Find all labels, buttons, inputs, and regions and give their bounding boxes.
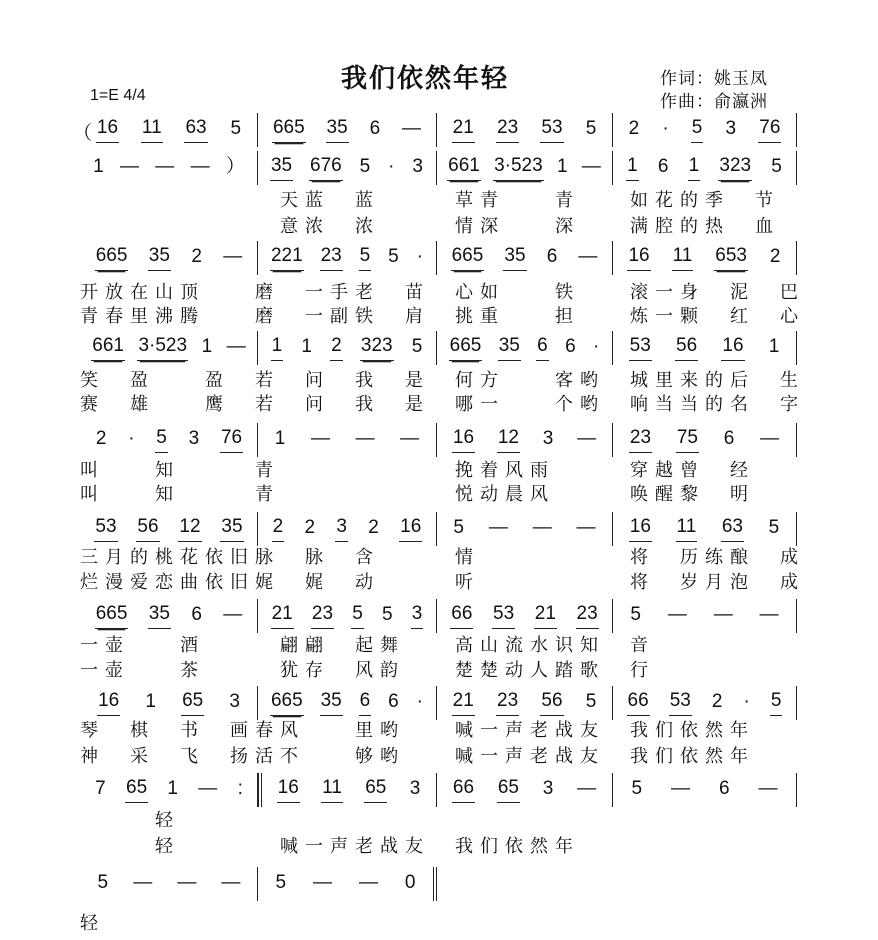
note-group: 0	[404, 871, 416, 893]
lyric-line: 叫 知 青 挽着风雨 穿越曾 经	[80, 460, 755, 480]
note-group: —	[177, 871, 197, 893]
note-group: ·	[662, 117, 669, 139]
note-group: 23	[320, 245, 343, 271]
note-group: 665	[449, 335, 483, 361]
note-group: 3	[229, 690, 240, 712]
note-group: —	[671, 777, 690, 799]
note-group: —	[578, 245, 598, 267]
note-group: 11	[672, 245, 694, 271]
notation-line	[75, 512, 797, 546]
note-group: 6	[546, 245, 558, 267]
note-group: 5	[585, 117, 597, 139]
measure	[613, 773, 797, 807]
note-group: 3	[188, 427, 200, 449]
note-group: 2	[628, 117, 640, 139]
note-group: —	[310, 427, 330, 449]
measure	[613, 686, 797, 720]
measure	[258, 423, 437, 457]
note-group: 1	[271, 335, 284, 361]
note-group: 16	[629, 516, 652, 542]
note-group: 11	[676, 516, 698, 542]
lyric-line: 赛 雄 鹰 若 问 我 是 哪一 个哟 响当当的名 字	[80, 394, 805, 414]
note-group: 5	[691, 117, 704, 143]
note-group: 53	[492, 603, 515, 629]
note-group: ·	[743, 690, 750, 712]
note-group: 2	[95, 427, 107, 449]
key-signature: 1=E 4/4	[90, 87, 146, 104]
note-group: 6	[359, 690, 372, 716]
note-group: ·	[416, 690, 423, 712]
measure	[437, 151, 613, 185]
note-group: 6	[657, 155, 669, 177]
note-group: ）	[225, 155, 245, 177]
note-group: 7	[95, 777, 106, 799]
note-group: 1	[768, 335, 780, 357]
note-group: —	[713, 603, 733, 625]
measure	[437, 599, 613, 633]
lyric-line: 轻	[80, 913, 105, 933]
measure	[613, 151, 797, 185]
note-group: —	[488, 516, 508, 538]
lyric-line: 神 采 飞 扬活不 够哟 喊一声老战友 我们依然年	[80, 746, 755, 766]
measure	[258, 331, 437, 365]
note-group: 5	[230, 117, 242, 139]
note-group: 11	[141, 117, 163, 143]
note-group: 2	[769, 245, 781, 267]
note-group: 1	[301, 335, 312, 357]
note-group: —	[577, 427, 597, 449]
note-group: —	[667, 603, 687, 625]
measure	[613, 599, 797, 633]
note-group: 53	[629, 335, 652, 361]
notation-line	[75, 867, 797, 901]
lyric-line: 一壶 酒 翩翩 起舞 高山流水识知 音	[80, 635, 655, 655]
note-group: 76	[758, 117, 781, 143]
notation-line	[75, 686, 797, 720]
note-group: 35	[220, 516, 243, 542]
note-group: ·	[128, 427, 135, 449]
note-group: 66	[627, 690, 650, 716]
note-group: 5	[771, 155, 782, 177]
note-group: 5	[388, 245, 399, 267]
note-group: 35	[148, 603, 171, 629]
note-group: —	[223, 245, 243, 267]
note-group: 56	[675, 335, 698, 361]
note-group: 3	[542, 777, 554, 799]
note-group: 1	[556, 155, 568, 177]
measure	[75, 113, 258, 147]
note-group: 5	[382, 603, 393, 625]
note-group: 3	[411, 603, 424, 629]
lyric-line: 轻	[80, 810, 180, 830]
note-group: 1	[201, 335, 213, 357]
measure	[258, 113, 437, 147]
note-group: 3	[725, 117, 737, 139]
measure	[613, 423, 797, 457]
note-group: 323	[360, 335, 394, 361]
note-group: 53	[94, 516, 117, 542]
note-group: 11	[321, 777, 343, 803]
note-group: —	[313, 871, 332, 893]
measure	[258, 867, 437, 901]
measure	[75, 686, 258, 720]
note-group: 66	[452, 777, 475, 803]
note-group: 6	[191, 603, 202, 625]
note-group: 5	[411, 335, 423, 357]
note-group: —	[120, 155, 139, 177]
note-group: 16	[452, 427, 475, 453]
note-group: 35	[326, 117, 349, 143]
note-group: ·	[416, 245, 423, 267]
note-group: —	[155, 155, 175, 177]
measure	[258, 241, 437, 275]
measure	[437, 512, 613, 546]
note-group: 5	[359, 155, 371, 177]
measure	[613, 331, 797, 365]
note-group: 5	[585, 690, 597, 712]
note-group: 65	[125, 777, 148, 803]
note-group: 23	[576, 603, 599, 629]
note-group: 23	[496, 690, 519, 716]
measure	[613, 113, 797, 147]
note-group: 75	[676, 427, 699, 453]
notation-line	[75, 151, 797, 185]
note-group: —	[355, 427, 375, 449]
note-group: 6	[388, 690, 399, 712]
note-group: —	[758, 777, 778, 799]
note-group: 56	[136, 516, 159, 542]
note-group: 6	[718, 777, 730, 799]
measure	[437, 241, 613, 275]
note-group: 3·523	[493, 155, 544, 181]
note-group: 6	[369, 117, 381, 139]
note-group: 76	[220, 427, 243, 453]
note-group: 35	[148, 245, 171, 271]
note-group: 66	[450, 603, 473, 629]
notation-line	[75, 423, 797, 457]
measure	[258, 686, 437, 720]
note-group: 16	[96, 117, 119, 143]
lyric-line: 琴 棋 书 画春风 里哟 喊一声老战友 我们依然年	[80, 720, 755, 740]
measure	[437, 113, 613, 147]
note-group: 35	[498, 335, 521, 361]
note-group: 53	[669, 690, 692, 716]
lyric-line: 轻 喊一声老战友 我们依然年	[80, 836, 580, 856]
note-group: 665	[95, 603, 129, 629]
note-group: 1	[626, 155, 639, 181]
measure	[75, 512, 258, 546]
note-group: 23	[629, 427, 652, 453]
note-group: 5	[359, 245, 372, 271]
measure	[75, 423, 258, 457]
note-group: 1	[688, 155, 701, 181]
note-group: 21	[452, 117, 475, 143]
lyric-line: 开放在山顶 磨 一手老 苗 心如 铁 滚一身 泥 巴	[80, 282, 805, 302]
composer-credit: 作曲：俞瀛洲	[660, 92, 768, 111]
note-group: 5	[630, 603, 641, 625]
note-group: 23	[311, 603, 334, 629]
lyric-line: 三月的桃花依旧脉 脉 含 情 将 历练酿 成	[80, 547, 805, 567]
note-group: —	[400, 427, 420, 449]
note-group: —	[133, 871, 153, 893]
note-group: 1	[274, 427, 286, 449]
note-group: 5	[770, 690, 783, 716]
measure	[437, 331, 613, 365]
note-group: —	[532, 516, 552, 538]
note-group: 665	[272, 117, 306, 143]
note-group: 16	[721, 335, 744, 361]
note-group: 63	[721, 516, 744, 542]
note-group: 665	[95, 245, 129, 271]
notation-line	[75, 113, 797, 147]
note-group: 3	[412, 155, 423, 177]
note-group: 2	[272, 516, 285, 542]
note-group: 16	[277, 777, 300, 803]
note-group: 653	[714, 245, 748, 271]
note-group: 16	[97, 690, 120, 716]
note-group: 65	[364, 777, 387, 803]
lyric-line: 意浓 浓 情深 深 满腔的热 血	[80, 216, 780, 236]
lyricist-credit: 作词：姚玉凤	[660, 69, 768, 88]
note-group: 35	[270, 155, 293, 181]
note-group: 35	[503, 245, 526, 271]
note-group: 665	[451, 245, 485, 271]
note-group: 3	[335, 516, 348, 542]
measure	[258, 512, 437, 546]
note-group: 221	[270, 245, 304, 271]
note-group: ·	[388, 155, 395, 177]
measure	[75, 331, 258, 365]
note-group: 2	[304, 516, 316, 538]
note-group: —	[581, 155, 601, 177]
note-group: 5	[275, 871, 287, 893]
note-group: 23	[496, 117, 519, 143]
note-group: 12	[178, 516, 201, 542]
note-group: 35	[320, 690, 343, 716]
note-group: —	[221, 871, 241, 893]
note-group: 5	[453, 516, 464, 538]
measure	[75, 241, 258, 275]
notation-line	[75, 773, 797, 807]
note-group: 16	[399, 516, 422, 542]
note-group: 5	[768, 516, 780, 538]
note-group: 6	[565, 335, 576, 357]
note-group: 2	[711, 690, 723, 712]
notation-line	[75, 599, 797, 633]
note-group: 676	[309, 155, 343, 181]
measure	[258, 599, 437, 633]
note-group: 56	[540, 690, 563, 716]
note-group: 65	[181, 690, 204, 716]
note-group: 665	[270, 690, 304, 716]
note-group: —	[226, 335, 246, 357]
lyric-line: 笑 盈 盈 若 问 我 是 何方 客哟 城里来的后 生	[80, 370, 805, 390]
note-group: 1	[167, 777, 178, 799]
note-group: 661	[447, 155, 481, 181]
measure	[75, 773, 258, 807]
note-group: 21	[452, 690, 475, 716]
note-group: 3·523	[137, 335, 188, 361]
note-group: 5	[97, 871, 109, 893]
lyric-line: 青春里沸腾 磨 一副铁 肩 挑重 担 炼一颗 红 心	[80, 306, 805, 326]
notation-line	[75, 331, 797, 365]
note-group: 1	[93, 155, 104, 177]
measure	[613, 512, 797, 546]
note-group: 5	[155, 427, 168, 453]
note-group: —	[402, 117, 422, 139]
note-group: 661	[91, 335, 125, 361]
note-group: 65	[497, 777, 520, 803]
measure	[437, 686, 613, 720]
note-group: —	[576, 516, 596, 538]
lyric-line: 叫 知 青 悦动晨风 唤醒黎 明	[80, 484, 755, 504]
lyric-line: 烂漫爱恋曲依旧娓 娓 动 听 将 岁月泡 成	[80, 572, 805, 592]
note-group: :	[237, 777, 243, 799]
note-group: 53	[540, 117, 563, 143]
note-group: —	[358, 871, 378, 893]
note-group: —	[190, 155, 210, 177]
note-group: —	[759, 603, 779, 625]
measure	[437, 773, 613, 807]
notation-line	[75, 241, 797, 275]
note-group: 2	[368, 516, 379, 538]
lyric-line: 天蓝 蓝 草青 青 如花的季 节	[80, 190, 780, 210]
note-group: 5	[631, 777, 643, 799]
note-group: 63	[184, 117, 207, 143]
note-group: —	[198, 777, 218, 799]
note-group: 3	[409, 777, 421, 799]
measure	[437, 423, 613, 457]
measure	[75, 867, 258, 901]
note-group: 16	[627, 245, 650, 271]
note-group: 6	[723, 427, 735, 449]
measure	[258, 151, 437, 185]
note-group: 6	[536, 335, 549, 361]
note-group: 323	[718, 155, 752, 181]
note-group: 2	[330, 335, 343, 361]
open-paren: （	[73, 123, 93, 144]
measure	[258, 773, 437, 807]
note-group: 5	[351, 603, 364, 629]
measure	[75, 151, 258, 185]
note-group: —	[760, 427, 780, 449]
note-group: —	[577, 777, 597, 799]
note-group: ·	[592, 335, 600, 357]
note-group: 21	[271, 603, 294, 629]
measure	[75, 599, 258, 633]
lyric-line: 一壶 茶 犹存 风韵 楚楚动人踏歌 行	[80, 660, 655, 680]
note-group: —	[223, 603, 243, 625]
note-group: 1	[145, 690, 156, 712]
song-title: 我们依然年轻	[340, 63, 509, 93]
note-group: 21	[534, 603, 557, 629]
measure	[613, 241, 797, 275]
note-group: 12	[497, 427, 520, 453]
note-group: 3	[542, 427, 554, 449]
note-group: 2	[191, 245, 202, 267]
